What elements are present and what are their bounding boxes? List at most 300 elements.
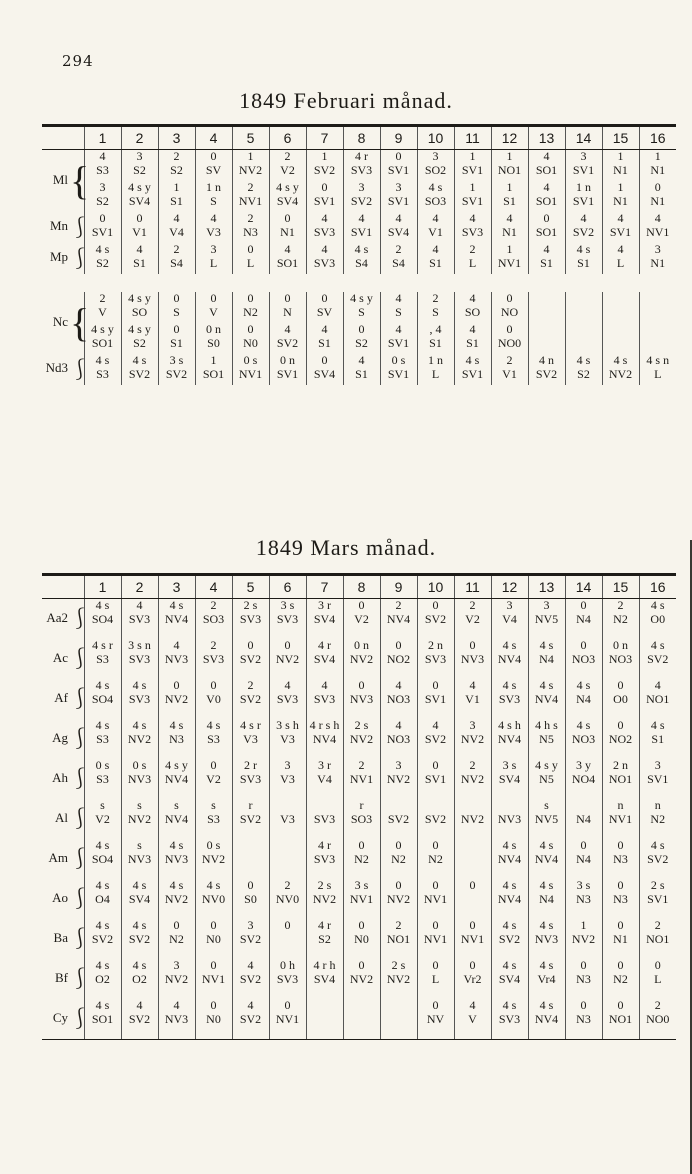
observation-cloud: 0: [617, 918, 624, 932]
observation-wind: S4: [392, 256, 405, 270]
observation-cell: [639, 639, 676, 679]
observation-cell: [565, 354, 602, 385]
observation-wind: S2: [133, 163, 146, 177]
observation-wind: NV3: [164, 1012, 189, 1026]
observation-cloud: 2: [654, 998, 661, 1012]
observation-wind: NV2: [164, 972, 189, 986]
observation-wind: SV2: [239, 692, 262, 706]
observation-wind: SV2: [91, 932, 114, 946]
observation-wind: S: [210, 194, 217, 208]
observation-wind: N2: [243, 305, 258, 319]
observation-wind: L: [431, 972, 440, 986]
observation-cell: [158, 999, 195, 1040]
observation-wind: L: [654, 367, 662, 381]
observation-wind: N0: [243, 336, 258, 350]
observation-cloud: 0 s: [132, 758, 147, 772]
observation-wind: N3: [613, 892, 628, 906]
observation-cell: [232, 150, 269, 182]
observation-wind: S1: [429, 256, 442, 270]
observation-cloud: 4 s: [132, 918, 147, 932]
day-column-header: 12: [491, 126, 528, 150]
observation-cloud: 3: [247, 918, 254, 932]
station-label: [42, 999, 90, 1040]
observation-wind: [566, 306, 602, 319]
observation-cell: [269, 919, 306, 959]
observation-cloud: 0: [506, 291, 513, 305]
observation-cloud: 1: [506, 242, 513, 256]
observation-cloud: 3: [506, 598, 513, 612]
observation-wind: S1: [651, 732, 665, 746]
observation-cell: [306, 959, 343, 999]
observation-cell: [417, 719, 454, 759]
observation-wind: N3: [169, 732, 184, 746]
observation-cloud: 4 r: [318, 918, 331, 932]
observation-cell: [158, 150, 195, 182]
day-column-header: 10: [417, 575, 454, 599]
observation-cloud: 3 s h: [276, 718, 299, 732]
observation-wind: SV1: [424, 772, 447, 786]
observation-cloud: 0: [580, 638, 587, 652]
observation-cloud: r: [359, 798, 364, 812]
observation-cloud: 4 s r: [240, 718, 261, 732]
observation-wind: SV3: [498, 1012, 521, 1026]
observation-wind: SO1: [91, 1012, 114, 1026]
observation-wind: V3: [280, 732, 295, 746]
observation-cell: [306, 719, 343, 759]
observation-cloud: 4 n: [539, 353, 554, 367]
observation-cell: [343, 999, 380, 1040]
observation-wind: NO3: [386, 692, 411, 706]
observation-wind: V4: [502, 612, 517, 626]
observation-wind: N4: [539, 892, 554, 906]
observation-cell: [417, 150, 454, 182]
observation-cloud: 4: [395, 678, 402, 692]
observation-wind: SV1: [609, 225, 632, 239]
observation-cloud: 0: [284, 211, 291, 225]
observation-cloud: 3 s: [169, 353, 184, 367]
station-label: [42, 879, 90, 919]
observation-cell: [380, 999, 417, 1040]
observation-cell: [454, 919, 491, 959]
observation-cloud: 4: [580, 211, 587, 225]
observation-cloud: 0: [617, 718, 624, 732]
observation-cell: [417, 212, 454, 243]
observation-wind: NV2: [349, 652, 374, 666]
observation-cloud: 0: [580, 998, 587, 1012]
observation-wind: SO1: [535, 194, 558, 208]
observation-wind: SO1: [535, 225, 558, 239]
february-header-row: [42, 126, 676, 150]
observation-cloud: 4: [136, 998, 143, 1012]
observation-cloud: 3 y: [576, 758, 591, 772]
observation-wind: N2: [428, 852, 443, 866]
observation-cell: [602, 181, 639, 212]
observation-cell: [454, 799, 491, 839]
station-label: [42, 719, 90, 759]
observation-cell: [121, 839, 158, 879]
observation-cell: [306, 181, 343, 212]
observation-cloud: 4: [395, 322, 402, 336]
observation-cell: [602, 292, 639, 323]
observation-cell: [269, 719, 306, 759]
observation-cloud: [381, 799, 417, 812]
observation-wind: NV3: [164, 652, 189, 666]
day-column-header: 8: [343, 126, 380, 150]
observation-cloud: 4 s: [539, 998, 554, 1012]
observation-cloud: [603, 323, 639, 336]
observation-cloud: 2: [654, 918, 661, 932]
observation-cloud: 3: [395, 758, 402, 772]
observation-cloud: 0: [321, 291, 328, 305]
observation-wind: NV2: [349, 732, 374, 746]
observation-cell: [269, 639, 306, 679]
observation-cloud: 3 s: [280, 598, 295, 612]
observation-wind: SV3: [313, 692, 336, 706]
observation-cloud: 4 s: [95, 958, 110, 972]
day-column-header: 15: [602, 575, 639, 599]
station-name: Am: [48, 849, 68, 865]
observation-wind: N: [283, 305, 292, 319]
observation-cell: [195, 919, 232, 959]
observation-cell: [121, 679, 158, 719]
observation-cloud: 0: [210, 958, 217, 972]
observation-wind: NV2: [608, 367, 633, 381]
observation-cell: [158, 679, 195, 719]
observation-cell: [121, 599, 158, 640]
observation-wind: NV4: [312, 732, 337, 746]
observation-cloud: 4: [654, 678, 661, 692]
observation-wind: SV3: [128, 692, 151, 706]
observation-cloud: 4 s: [95, 998, 110, 1012]
observation-cell: [343, 212, 380, 243]
day-column-header: 8: [343, 575, 380, 599]
observation-wind: SV4: [128, 892, 151, 906]
observation-cell: [491, 243, 528, 274]
observation-cell: [158, 919, 195, 959]
brace-icon: ⎰: [70, 768, 90, 790]
observation-cell: [602, 679, 639, 719]
observation-wind: NV1: [201, 972, 226, 986]
observation-cell: [84, 292, 121, 323]
station-name: Ac: [52, 649, 68, 665]
observation-cloud: 0: [284, 291, 291, 305]
observation-cell: [639, 150, 676, 182]
observation-wind: NO1: [646, 932, 670, 946]
observation-wind: NV0: [201, 892, 226, 906]
observation-wind: [233, 853, 269, 866]
observation-wind: SV3: [313, 256, 336, 270]
observation-wind: N3: [576, 972, 591, 986]
observation-wind: N3: [576, 1012, 591, 1026]
observation-cell: [528, 243, 565, 274]
observation-cell: [565, 879, 602, 919]
observation-cell: [195, 719, 232, 759]
observation-cell: [121, 181, 158, 212]
observation-cell: [195, 354, 232, 385]
observation-cell: [195, 679, 232, 719]
observation-cloud: 0: [358, 598, 365, 612]
observation-cloud: 3: [99, 180, 106, 194]
observation-wind: NO3: [571, 652, 596, 666]
observation-cell: [528, 292, 565, 323]
observation-cloud: 2: [247, 211, 254, 225]
observation-cloud: 0: [469, 638, 476, 652]
observation-wind: SV2: [165, 367, 188, 381]
observation-cell: [306, 639, 343, 679]
observation-wind: V2: [354, 612, 369, 626]
observation-cell: [306, 243, 343, 274]
observation-wind: NO1: [646, 692, 670, 706]
observation-wind: [603, 337, 639, 350]
observation-cell: [380, 839, 417, 879]
observation-wind: N3: [613, 852, 628, 866]
observation-wind: NV4: [534, 852, 559, 866]
observation-cell: [84, 181, 121, 212]
observation-wind: SV3: [498, 692, 521, 706]
observation-cell: [639, 759, 676, 799]
day-column-header: 11: [454, 575, 491, 599]
observation-cell: [602, 243, 639, 274]
observation-wind: NV1: [238, 367, 263, 381]
observation-cloud: 3: [210, 242, 217, 256]
observation-cloud: 4 s: [132, 958, 147, 972]
observation-cloud: 4: [247, 998, 254, 1012]
day-column-header: 7: [306, 575, 343, 599]
observation-wind: S3: [96, 772, 109, 786]
observation-cloud: 0: [395, 638, 402, 652]
observation-cell: [121, 719, 158, 759]
observation-wind: SV3: [313, 812, 336, 826]
observation-cloud: 4 s: [576, 242, 591, 256]
observation-cell: [306, 323, 343, 354]
observation-cloud: 0: [469, 878, 476, 892]
observation-cell: [158, 354, 195, 385]
observation-wind: N2: [169, 932, 184, 946]
station-name: Af: [54, 689, 68, 705]
observation-cloud: 4 s y: [276, 180, 299, 194]
observation-cloud: 4 r s h: [309, 718, 340, 732]
observation-cloud: 4 s: [613, 353, 628, 367]
observation-wind: SV: [316, 305, 333, 319]
observation-wind: NV4: [164, 772, 189, 786]
observation-cloud: 4 s: [95, 242, 110, 256]
observation-cell: [454, 839, 491, 879]
observation-cloud: 4: [284, 242, 291, 256]
observation-cell: [158, 879, 195, 919]
observation-cell: [491, 839, 528, 879]
observation-wind: NV2: [386, 892, 411, 906]
february-title: 1849 Februari månad.: [239, 88, 453, 113]
observation-wind: V0: [206, 692, 221, 706]
observation-cell: [528, 759, 565, 799]
day-column-header: 12: [491, 575, 528, 599]
day-column-header: 2: [121, 126, 158, 150]
observation-cell: [528, 599, 565, 640]
station-name: Nc: [52, 313, 68, 329]
observation-cloud: [566, 323, 602, 336]
observation-wind: NO1: [497, 163, 522, 177]
observation-cell: [602, 959, 639, 999]
observation-cell: [565, 639, 602, 679]
observation-wind: SV1: [647, 892, 669, 906]
observation-wind: S: [173, 305, 180, 319]
observation-cell: [121, 959, 158, 999]
observation-wind: V1: [502, 367, 517, 381]
observation-wind: S3: [96, 732, 109, 746]
observation-cloud: 0: [284, 918, 291, 932]
observation-wind: SO4: [91, 692, 114, 706]
table-row: [42, 959, 676, 999]
observation-wind: SO1: [276, 256, 299, 270]
observation-wind: V3: [206, 225, 221, 239]
observation-cloud: 0: [358, 958, 365, 972]
observation-wind: N1: [613, 163, 628, 177]
observation-cloud: 1: [506, 149, 513, 163]
observation-cloud: 4 s: [502, 838, 517, 852]
observation-wind: N1: [502, 225, 517, 239]
observation-cell: [565, 959, 602, 999]
station-label: [42, 759, 90, 799]
observation-cell: [306, 354, 343, 385]
observation-wind: N1: [650, 256, 666, 270]
observation-cloud: 0: [173, 678, 180, 692]
observation-wind: [640, 306, 677, 319]
observation-wind: [640, 337, 677, 350]
station-name: Mn: [49, 218, 68, 234]
observation-cell: [121, 243, 158, 274]
observation-cloud: 0: [358, 322, 365, 336]
march-title: 1849 Mars månad.: [255, 535, 437, 560]
observation-wind: NV2: [238, 163, 263, 177]
observation-cloud: n: [654, 798, 661, 812]
observation-cell: [528, 839, 565, 879]
observation-wind: S0: [207, 336, 220, 350]
observation-cell: [121, 354, 158, 385]
observation-cell: [417, 679, 454, 719]
observation-cloud: 4 s: [132, 718, 147, 732]
table-row: [42, 839, 676, 879]
observation-cell: [602, 354, 639, 385]
observation-cloud: 3: [136, 149, 143, 163]
observation-cloud: 3 s: [354, 878, 369, 892]
observation-cloud: 3: [654, 242, 661, 256]
brace-icon: ⎰: [70, 247, 90, 270]
observation-cell: [121, 212, 158, 243]
observation-cloud: 2: [506, 353, 513, 367]
station-name: Mp: [49, 249, 68, 265]
observation-wind: N4: [539, 652, 554, 666]
observation-cloud: 4 s r: [92, 638, 113, 652]
observation-cell: [195, 292, 232, 323]
observation-wind: S2: [577, 367, 590, 381]
observation-cell: [491, 959, 528, 999]
observation-cloud: 0: [543, 211, 550, 225]
observation-wind: N1: [650, 163, 666, 177]
observation-cell: [195, 799, 232, 839]
observation-cloud: 0: [210, 918, 217, 932]
observation-cloud: 0: [432, 958, 439, 972]
observation-cell: [195, 759, 232, 799]
observation-cloud: 2: [358, 758, 365, 772]
observation-cell: [232, 839, 269, 879]
observation-cell: [528, 799, 565, 839]
observation-wind: S1: [170, 194, 183, 208]
observation-cell: [343, 719, 380, 759]
observation-wind: V3: [280, 812, 295, 826]
observation-wind: N2: [613, 612, 628, 626]
observation-cloud: 4 s: [169, 718, 184, 732]
observation-cloud: 0: [247, 242, 254, 256]
observation-wind: NV1: [460, 932, 485, 946]
station-name: Aa2: [46, 609, 68, 625]
observation-wind: NO3: [386, 732, 411, 746]
observation-cell: [565, 212, 602, 243]
observation-cloud: 0 n: [354, 638, 369, 652]
observation-wind: V: [468, 1012, 477, 1026]
observation-cloud: 4 h s: [535, 718, 558, 732]
observation-cloud: 4 s: [650, 598, 665, 612]
observation-cell: [380, 212, 417, 243]
observation-wind: S1: [133, 256, 146, 270]
day-column-header: 14: [565, 126, 602, 150]
observation-cell: [639, 243, 676, 274]
observation-cloud: 1: [654, 149, 661, 163]
observation-wind: L: [246, 256, 255, 270]
observation-cell: [454, 243, 491, 274]
observation-cell: [602, 323, 639, 354]
observation-cloud: 2 s: [243, 598, 258, 612]
observation-wind: SV3: [239, 772, 262, 786]
observation-cell: [454, 354, 491, 385]
observation-cell: [491, 679, 528, 719]
observation-cloud: 0: [395, 149, 402, 163]
observation-wind: S: [432, 305, 439, 319]
observation-wind: NV2: [571, 932, 596, 946]
observation-cell: [491, 323, 528, 354]
observation-cell: [121, 292, 158, 323]
observation-wind: SO1: [202, 367, 225, 381]
observation-wind: SV4: [276, 194, 299, 208]
observation-cell: [454, 323, 491, 354]
observation-wind: SV4: [498, 772, 521, 786]
observation-wind: N0: [206, 1012, 221, 1026]
observation-wind: NV1: [238, 194, 263, 208]
observation-wind: N2: [613, 972, 628, 986]
brace-icon: {: [70, 158, 90, 203]
observation-cell: [195, 999, 232, 1040]
observation-cloud: 4: [247, 958, 254, 972]
observation-cloud: [455, 839, 491, 852]
observation-wind: O2: [95, 972, 110, 986]
observation-cloud: [233, 839, 269, 852]
observation-wind: NV1: [423, 892, 448, 906]
observation-cloud: s: [211, 798, 216, 812]
observation-cloud: 2 n: [613, 758, 628, 772]
observation-wind: SV4: [387, 225, 410, 239]
observation-wind: NV4: [534, 692, 559, 706]
observation-cloud: 3: [580, 149, 587, 163]
observation-cell: [602, 919, 639, 959]
observation-cloud: 4 s: [539, 918, 554, 932]
observation-cell: [269, 243, 306, 274]
observation-wind: SV1: [350, 225, 373, 239]
observation-cell: [269, 292, 306, 323]
observation-cloud: [307, 999, 343, 1012]
observation-cell: [232, 759, 269, 799]
observation-cell: [528, 181, 565, 212]
observation-cloud: 0: [432, 918, 439, 932]
observation-wind: NV4: [497, 652, 522, 666]
